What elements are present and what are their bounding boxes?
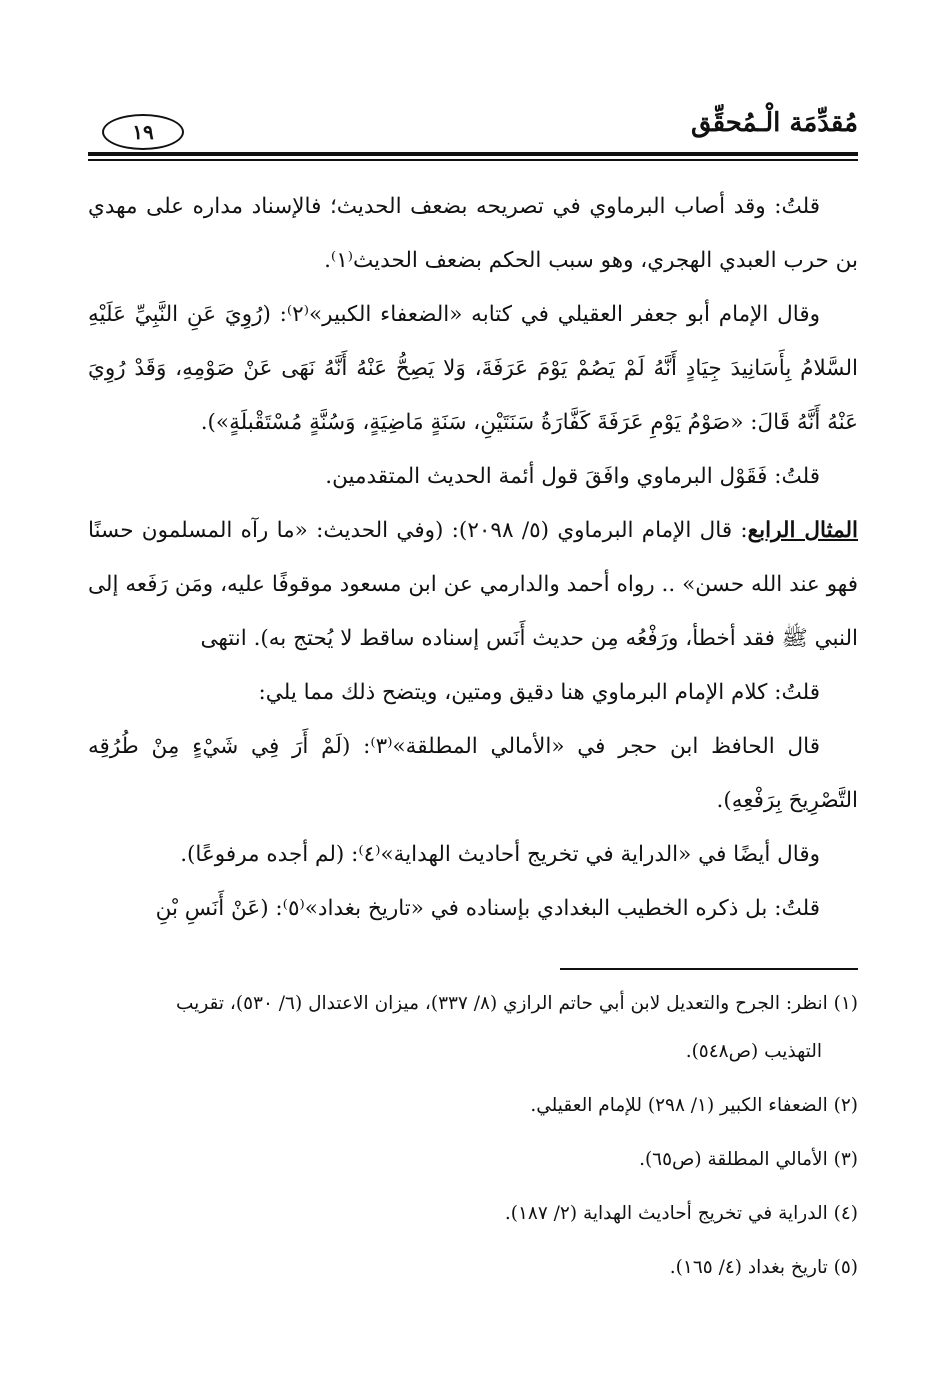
footnote-separator bbox=[560, 968, 858, 970]
paragraph-5: قلتُ: كلام الإمام البرماوي هنا دقيق ومتين، ويتضح ذلك مما يلي: bbox=[258, 680, 820, 705]
example-heading: المثال الرابع bbox=[747, 518, 859, 543]
paragraph-3: قلتُ: فَقَوْل البرماوي وافَقَ قول أئمة الحديث المتقدمين. bbox=[325, 464, 820, 489]
page-header bbox=[88, 100, 858, 160]
paragraph-6: قال الحافظ ابن حجر في «الأمالي المطلقة»⁽٣⁾: (لَمْ أَرَ فِي شَيْءٍ مِنْ طُرُقِه التَّصْرِيحَ بِرَفْعِهِ). bbox=[88, 734, 858, 813]
page-number-badge: ١٩ bbox=[102, 114, 184, 150]
paragraph-7: وقال أيضًا في «الدراية في تخريج أحاديث الهداية»⁽٤⁾: (لم أجده مرفوعًا). bbox=[180, 842, 820, 867]
footnote-5: (٥) تاريخ بغداد (٤/ ١٦٥). bbox=[669, 1257, 858, 1278]
footnote-4: (٤) الدراية في تخريج أحاديث الهداية (٢/ ١٨٧). bbox=[504, 1203, 858, 1224]
running-title: مُقدِّمَة الْـمُحقِّق bbox=[690, 108, 858, 138]
paragraph-4 bbox=[88, 504, 858, 666]
paragraph-4-text: : قال الإمام البرماوي (٥/ ٢٠٩٨): (وفي الحديث: «ما رآه المسلمون حسنًا فهو عند الله حسن» .. رواه أحمد والدارمي عن ابن مسعود موقوفًا عليه، ومَن رَفَعه إلى النبي ﷺ فقد أخطأ، ورَفْعُه مِن حديث أَنَس إسناده ساقط لا يُحتج به). انتهى bbox=[88, 518, 858, 651]
footnote-1 bbox=[88, 980, 858, 1076]
footnote-3: (٣) الأمالي المطلقة (ص٦٥). bbox=[639, 1149, 858, 1170]
header-rule-thick bbox=[88, 152, 858, 156]
footnotes bbox=[88, 980, 858, 1298]
footnote-1-line-1: (١) انظر: الجرح والتعديل لابن أبي حاتم الرازي (٨/ ٣٣٧)، ميزان الاعتدال (٦/ ٥٣٠)، تقريب bbox=[176, 993, 858, 1014]
header-rule-thin bbox=[88, 159, 858, 161]
footnote-2: (٢) الضعفاء الكبير (١/ ٢٩٨) للإمام العقيلي. bbox=[530, 1095, 858, 1116]
footnote-1-line-2: التهذيب (ص٥٤٨). bbox=[685, 1041, 822, 1062]
paragraph-1: قلتُ: وقد أصاب البرماوي في تصريحه بضعف الحديث؛ فالإسناد مداره على مهدي بن حرب العبدي الهجري، وهو سبب الحكم بضعف الحديث⁽١⁾. bbox=[88, 194, 858, 273]
main-text bbox=[88, 180, 858, 936]
paragraph-8: قلتُ: بل ذكره الخطيب البغدادي بإسناده في «تاريخ بغداد»⁽٥⁾: (عَنْ أَنَسِ بْنِ bbox=[155, 896, 820, 921]
paragraph-2: وقال الإمام أبو جعفر العقيلي في كتابه «الضعفاء الكبير»⁽٢⁾: (رُوِيَ عَنِ النَّبِيِّ عَلَيْهِ السَّلامُ بِأَسَانِيدَ جِيَادٍ أَنَّهُ لَمْ يَصُمْ يَوْمَ عَرَفَةَ، وَلا يَصِحُّ عَنْهُ أَنَّهُ نَهَى عَنْ صَوْمِهِ، وَقَدْ رُوِيَ عَنْهُ أَنَّهُ قَالَ: «صَوْمُ يَوْمِ عَرَفَةَ كَفَّارَةُ سَنَتَيْنِ، سَنَةٍ مَاضِيَةٍ، وَسُنَّةٍ مُسْتَقْبلَةٍ»). bbox=[88, 302, 858, 435]
